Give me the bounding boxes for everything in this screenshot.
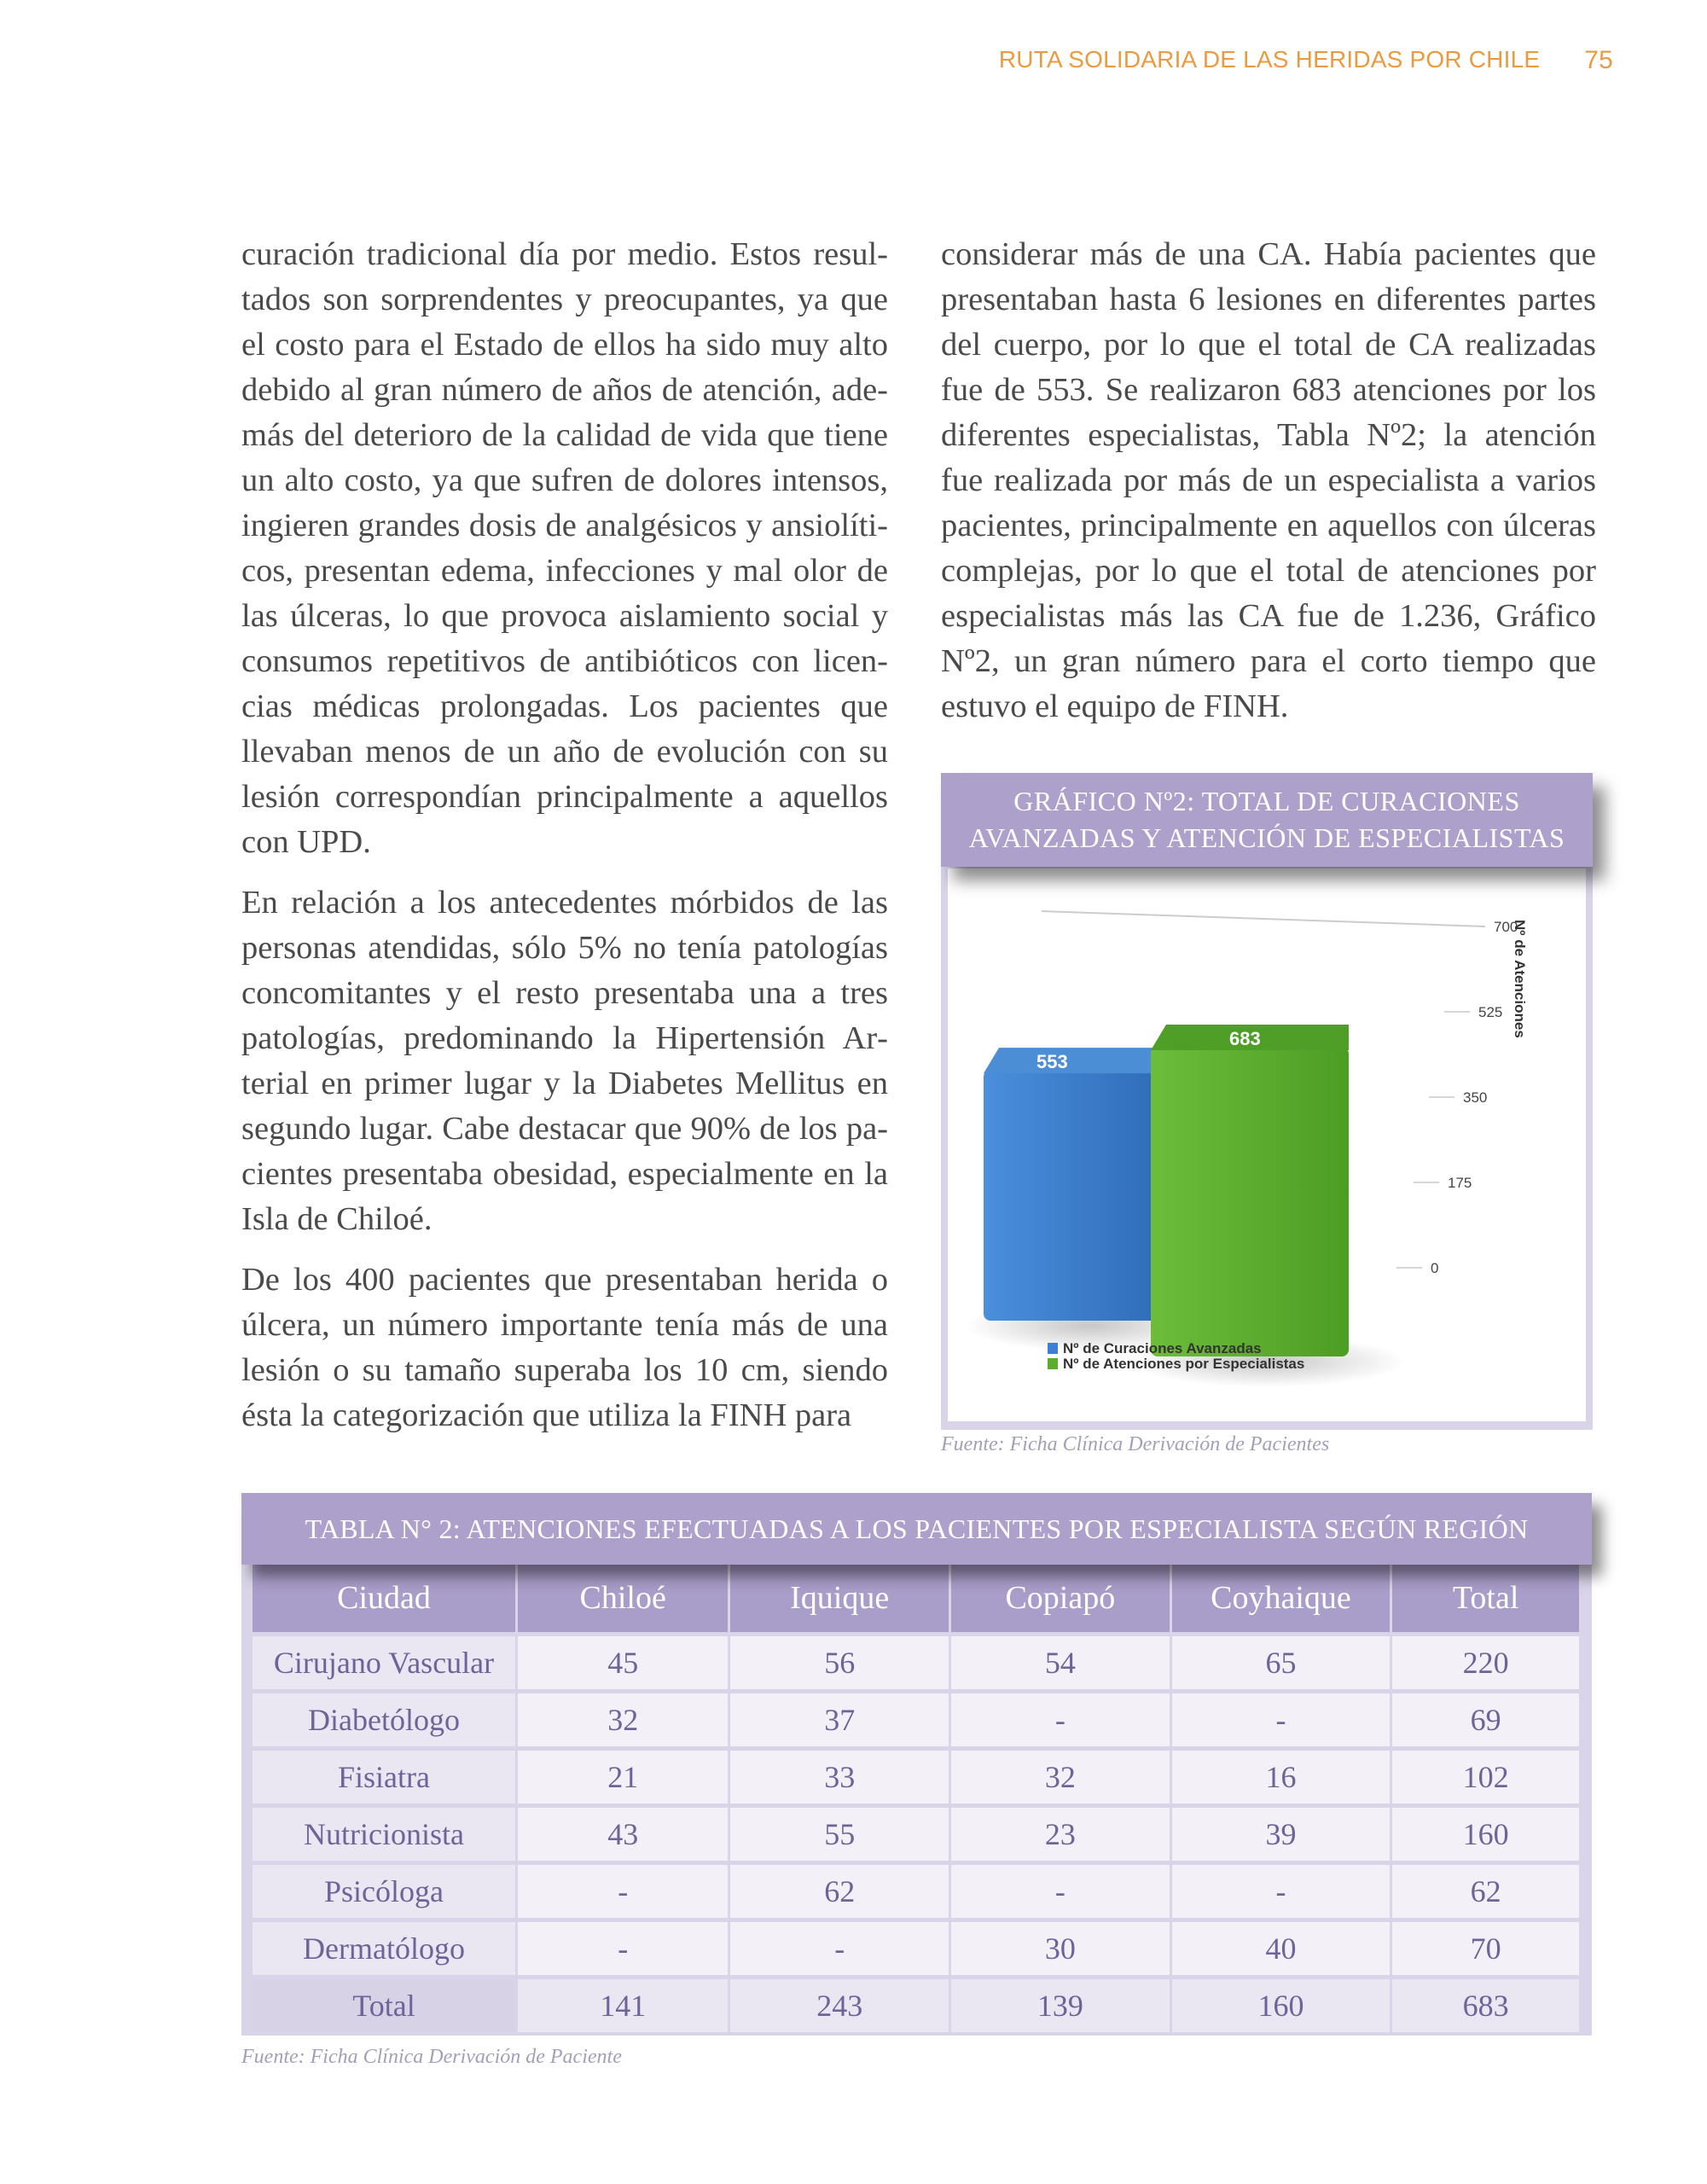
table-cell: 16 <box>1172 1751 1391 1804</box>
paragraph: curación tradicional día por medio. Estos resultados son sorprendentes y preocupantes, ya que el costo para el Estado de ellos ha sido muy alto debido al gran número de años de atención, además del deterioro de la calidad de vida que tiene un alto costo, ya que sufren de dolores intensos, ingieren grandes dosis de analgésicos y ansiolíticos, presentan edema, infecciones y mal olor de las úlceras, lo que provoca aislamiento social y consumos repetitivos de antibióticos con licencias médicas prolongadas. Los pacientes que llevaban menos de un año de evolución con su lesión correspondían principalmente a aquellos con UPD. <box>241 236 888 860</box>
table-row <box>253 1922 1579 1975</box>
table-cell: 139 <box>951 1979 1170 2032</box>
row-label: Psicóloga <box>253 1865 515 1918</box>
table-cell: 69 <box>1392 1693 1579 1746</box>
chart-title <box>941 773 1593 867</box>
table-cell: 160 <box>1172 1979 1391 2032</box>
table-cell: 37 <box>730 1693 949 1746</box>
table-cell: 56 <box>730 1636 949 1689</box>
row-label: Diabetólogo <box>253 1693 515 1746</box>
row-label: Total <box>253 1979 515 2032</box>
column-header: Ciudad <box>253 1564 515 1632</box>
table-header-row <box>253 1564 1579 1632</box>
row-label: Dermatólogo <box>253 1922 515 1975</box>
table-cell: - <box>951 1865 1170 1918</box>
table-cell: 45 <box>518 1636 728 1689</box>
table-cell: 70 <box>1392 1922 1579 1975</box>
column-header: Iquique <box>730 1564 949 1632</box>
table-cell: 43 <box>518 1808 728 1861</box>
row-label: Fisiatra <box>253 1751 515 1804</box>
table-title: TABLA N° 2: ATENCIONES EFECTUADAS A LOS PACIENTES POR ESPECIALISTA SEGÚN REGIÓN <box>241 1493 1592 1565</box>
y-axis-label: Nº de Atenciones <box>1512 920 1528 1038</box>
y-tick-label: 175 <box>1448 1175 1472 1191</box>
table-cell: 32 <box>518 1693 728 1746</box>
column-header: Copiapó <box>951 1564 1170 1632</box>
right-column <box>941 232 1596 745</box>
paragraph: De los 400 pacientes que presentaban herida o úlcera, un número importante tenía más de una lesión o su tamaño superaba los 10 cm, siendo ésta la categorización que utiliza la FINH para <box>241 1262 888 1433</box>
legend-swatch <box>1048 1358 1058 1369</box>
table-cell: 30 <box>951 1922 1170 1975</box>
data-label: 553 <box>1036 1051 1068 1073</box>
table-cell: 39 <box>1172 1808 1391 1861</box>
table-row <box>253 1636 1579 1689</box>
gridline <box>1042 911 1485 926</box>
column-header: Total <box>1392 1564 1579 1632</box>
legend-label: Nº de Atenciones por Especialistas <box>1063 1356 1305 1372</box>
table-cell: 683 <box>1392 1979 1579 2032</box>
table-cell: 62 <box>1392 1865 1579 1918</box>
table-cell: 141 <box>518 1979 728 2032</box>
table-source: Fuente: Ficha Clínica Derivación de Paciente <box>241 2046 622 2068</box>
table-cell: - <box>1172 1865 1391 1918</box>
legend-swatch <box>1048 1343 1058 1354</box>
table-cell: 23 <box>951 1808 1170 1861</box>
chart-area <box>948 868 1586 1421</box>
table-cell: - <box>518 1865 728 1918</box>
row-label: Cirujano Vascular <box>253 1636 515 1689</box>
chart-title-line-1: GRÁFICO Nº2: TOTAL DE CURACIONES <box>1013 786 1520 816</box>
column-header: Chiloé <box>518 1564 728 1632</box>
table-cell: 40 <box>1172 1922 1391 1975</box>
table-cell: 33 <box>730 1751 949 1804</box>
table-cell: 220 <box>1392 1636 1579 1689</box>
table-cell: 62 <box>730 1865 949 1918</box>
chart-source: Fuente: Ficha Clínica Derivación de Pacientes <box>941 1433 1330 1455</box>
table-cell: - <box>951 1693 1170 1746</box>
table-cell: 21 <box>518 1751 728 1804</box>
bar-top <box>984 1048 1163 1073</box>
left-column <box>241 232 888 1454</box>
bar <box>1151 1047 1349 1356</box>
table-cell: - <box>518 1922 728 1975</box>
table-cell: 54 <box>951 1636 1170 1689</box>
paragraph: En relación a los antecedentes mórbidos de las personas atendidas, sólo 5% no tenía patologías concomitantes y el resto presentaba una a tres patologías, predominando la Hipertensión Arterial en primer lugar y la Diabetes Mellitus en segundo lugar. Cabe destacar que 90% de los pacientes presentaba obesidad, especialmente en la Isla de Chiloé. <box>241 885 888 1237</box>
bar-chart <box>948 868 1586 1421</box>
page-number: 75 <box>1584 46 1613 74</box>
running-header <box>999 46 1613 75</box>
paragraph: considerar más de una CA. Había pacientes que presentaban hasta 6 lesiones en diferentes partes del cuerpo, por lo que el total de CA realizadas fue de 553. Se realizaron 683 atenciones por los diferentes especialistas, Tabla Nº2; la atención fue realizada por más de un especialista a varios pacientes, principalmente en aquellos con úlceras complejas, por lo que el total de atenciones por especialistas más las CA fue de 1.236, Gráfico Nº2, un gran número para el corto tiempo que estuvo el equipo de FINH. <box>941 236 1596 724</box>
row-label: Nutricionista <box>253 1808 515 1861</box>
table-row <box>253 1693 1579 1746</box>
data-label: 683 <box>1229 1028 1261 1050</box>
table-cell: 55 <box>730 1808 949 1861</box>
y-tick-label: 350 <box>1463 1089 1488 1106</box>
chart-frame <box>941 862 1593 1430</box>
table-cell: 65 <box>1172 1636 1391 1689</box>
column-header: Coyhaique <box>1172 1564 1391 1632</box>
y-tick-label: 525 <box>1478 1004 1503 1020</box>
running-title: RUTA SOLIDARIA DE LAS HERIDAS POR CHILE <box>998 46 1541 73</box>
table-cell: - <box>730 1922 949 1975</box>
table-cell: 32 <box>951 1751 1170 1804</box>
y-tick-label: 700 <box>1494 919 1518 935</box>
bar <box>984 1070 1163 1321</box>
table-cell: 243 <box>730 1979 949 2032</box>
legend-label: Nº de Curaciones Avanzadas <box>1063 1340 1262 1356</box>
table-cell: 160 <box>1392 1808 1579 1861</box>
table-row <box>253 1808 1579 1861</box>
table-total-row <box>253 1979 1579 2032</box>
y-tick-label: 0 <box>1431 1260 1439 1276</box>
table-row <box>253 1751 1579 1804</box>
chart-title-line-2: AVANZADAS Y ATENCIÓN DE ESPECIALISTAS <box>968 822 1565 853</box>
table-cell: 102 <box>1392 1751 1579 1804</box>
specialist-table <box>250 1560 1582 2036</box>
table-row <box>253 1865 1579 1918</box>
table-cell: - <box>1172 1693 1391 1746</box>
table-frame <box>241 1558 1592 2036</box>
